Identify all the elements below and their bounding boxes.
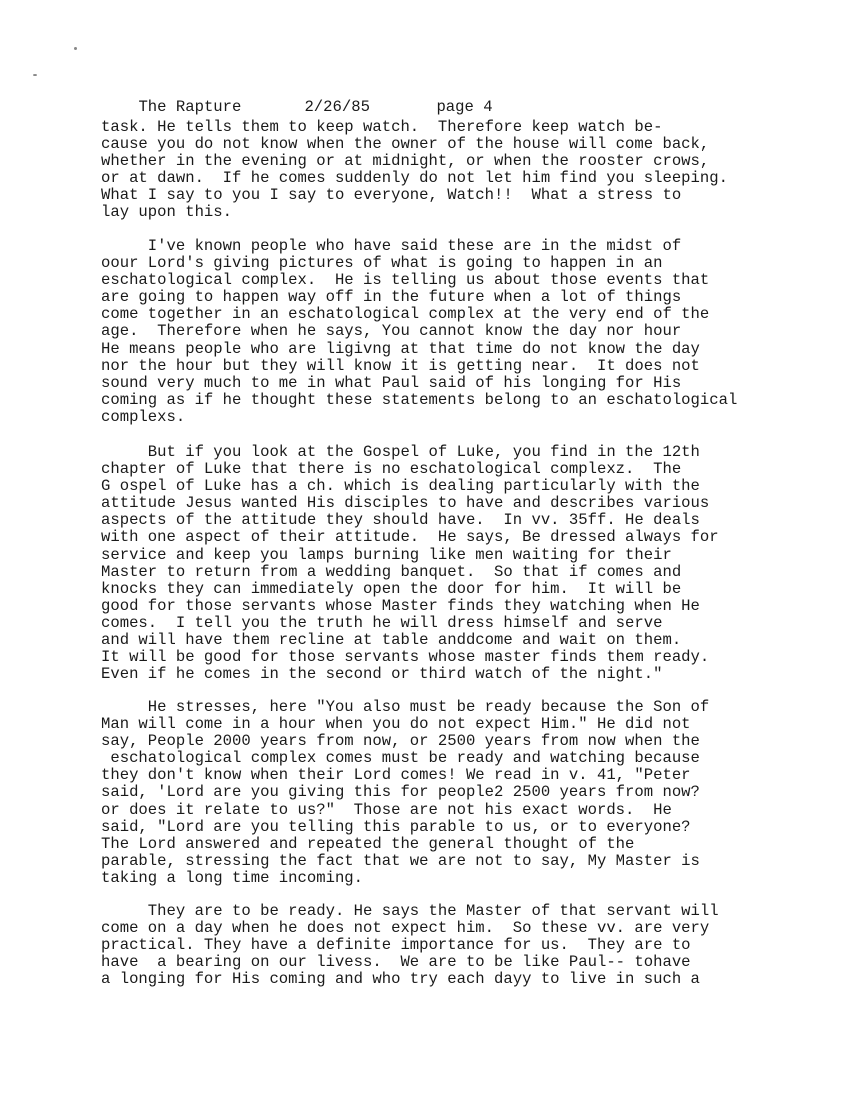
text-line: are going to happen way off in the future when a lot of things [101, 288, 682, 307]
text-line: have a bearing on our livess. We are to be like Paul-- tohave [101, 953, 691, 972]
text-line: I've known people who have said these are in the midst of [101, 237, 682, 255]
text-line: they don't know when their Lord comes! We read in v. 41, "Peter [101, 766, 691, 785]
text-line: He stresses, here "You also must be ready because the Son of [101, 698, 710, 716]
text-line: The Lord answered and repeated the general thought of the [101, 834, 635, 853]
paragraph-2 [101, 238, 841, 426]
text-line: He means people who are ligivng at that time do not know the day [101, 339, 700, 358]
text-line: oour Lord's giving pictures of what is going to happen in an [101, 254, 663, 273]
text-line: and will have them recline at table anddcome and wait on them. [101, 631, 682, 650]
paragraph-4 [101, 699, 841, 887]
text-line: coming as if he thought these statements belong to an eschatological [101, 390, 738, 409]
header-page-number: page 4 [436, 98, 493, 117]
text-line: or at dawn. If he comes suddenly do not let him find you sleeping. [101, 169, 728, 188]
scan-speck [33, 74, 37, 76]
text-line: say, People 2000 years from now, or 2500 years from now when the [101, 732, 700, 751]
text-line: nor the hour but they will know it is getting near. It does not [101, 356, 700, 375]
text-line: Master to return from a wedding banquet. So that if comes and [101, 562, 682, 581]
text-line: aspects of the attitude they should have. In vv. 35ff. He deals [101, 511, 700, 530]
text-line: said, "Lord are you telling this parable to us, or to everyone? [101, 817, 691, 836]
paragraph-5 [101, 903, 841, 988]
text-line: come on a day when he does not expect him. So these vv. are very [101, 919, 710, 938]
text-line: task. He tells them to keep watch. Therefore keep watch be- [101, 118, 663, 136]
text-line: It will be good for those servants whose master finds them ready. [101, 648, 710, 667]
text-line: or does it relate to us?" Those are not his exact words. He [101, 800, 672, 819]
text-line: Even if he comes in the second or third watch of the night." [101, 665, 663, 684]
text-line: They are to be ready. He says the Master of that servant will [101, 902, 719, 920]
text-line: said, 'Lord are you giving this for people2 2500 years from now? [101, 783, 700, 802]
paragraph-3 [101, 444, 841, 683]
text-line: attitude Jesus wanted His disciples to have and describes various [101, 494, 710, 513]
text-line: complexs. [101, 407, 186, 426]
text-line: knocks they can immediately open the door for him. It will be [101, 579, 682, 598]
text-line: eschatological complex comes must be ready and watching because [101, 749, 700, 768]
text-line: Man will come in a hour when you do not expect Him." He did not [101, 715, 691, 734]
scan-speck [74, 47, 77, 50]
text-line: eschatological complex. He is telling us about those events that [101, 271, 710, 290]
header-date: 2/26/85 [304, 98, 370, 117]
text-line: a longing for His coming and who try each dayy to live in such a [101, 970, 700, 989]
paragraph-1 [101, 119, 841, 222]
text-line: come together in an eschatological complex at the very end of the [101, 305, 710, 324]
text-line: lay upon this. [101, 203, 233, 222]
text-line: comes. I tell you the truth he will dress himself and serve [101, 613, 663, 632]
text-line: chapter of Luke that there is no eschatological complexz. The [101, 460, 682, 479]
text-line: with one aspect of their attitude. He says, Be dressed always for [101, 528, 719, 547]
text-line: practical. They have a definite importance for us. They are to [101, 936, 691, 955]
text-line: But if you look at the Gospel of Luke, you find in the 12th [101, 443, 700, 461]
text-line: whether in the evening or at midnight, or when the rooster crows, [101, 152, 710, 171]
text-line: taking a long time incoming. [101, 868, 364, 887]
text-line: good for those servants whose Master finds they watching when He [101, 596, 700, 615]
text-line: parable, stressing the fact that we are not to say, My Master is [101, 851, 700, 870]
text-line: G ospel of Luke has a ch. which is dealing particularly with the [101, 477, 700, 496]
text-line: age. Therefore when he says, You cannot know the day nor hour [101, 322, 682, 341]
text-line: cause you do not know when the owner of the house will come back, [101, 135, 710, 154]
header-title: The Rapture [138, 98, 242, 117]
text-line: sound very much to me in what Paul said of his longing for His [101, 373, 682, 392]
text-line: What I say to you I say to everyone, Watch!! What a stress to [101, 186, 682, 205]
text-line: service and keep you lamps burning like men waiting for their [101, 545, 672, 564]
